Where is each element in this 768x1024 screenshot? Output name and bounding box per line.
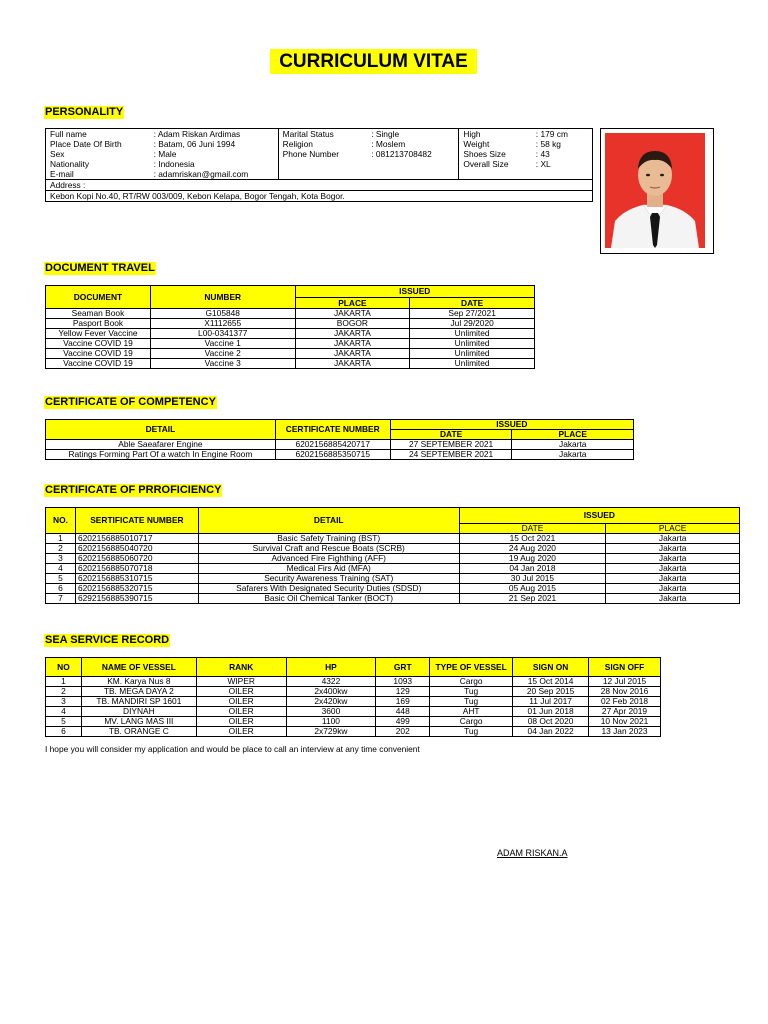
table-cell: Pasport Book <box>46 319 151 329</box>
page-title: CURRICULUM VITAE <box>270 49 477 74</box>
table-cell: Jakarta <box>606 584 740 594</box>
column-header: GRT <box>376 658 430 677</box>
table-cell: G105848 <box>150 309 295 319</box>
personal-row <box>46 159 593 169</box>
header-certificate-number: CERTIFICATE NUMBER <box>275 420 390 440</box>
table-cell: Vaccine 3 <box>150 359 295 369</box>
table-cell: Security Awareness Training (SAT) <box>198 574 459 584</box>
table-cell: 2x420kw <box>286 697 376 707</box>
table-cell: OILER <box>196 707 286 717</box>
column-header: HP <box>286 658 376 677</box>
table-cell: Vaccine COVID 19 <box>46 359 151 369</box>
table-cell: 4 <box>46 564 76 574</box>
table-cell: Yellow Fever Vaccine <box>46 329 151 339</box>
table-cell: JAKARTA <box>295 359 410 369</box>
table-cell: 15 Oct 2021 <box>459 534 606 544</box>
table-cell: KM. Karya Nus 8 <box>81 677 196 687</box>
table-cell: Unlimited <box>410 329 535 339</box>
table-cell: Sep 27/2021 <box>410 309 535 319</box>
table-cell: MV. LANG MAS III <box>81 717 196 727</box>
address-value: Kebon Kopi No.40, RT/RW 003/009, Kebon Kelapa, Bogor Tengah, Kota Bogor. <box>46 191 593 202</box>
table-cell: WIPER <box>196 677 286 687</box>
table-cell: 6202156885060720 <box>75 554 198 564</box>
table-cell: 6202156885040720 <box>75 544 198 554</box>
table-row <box>46 329 535 339</box>
table-cell: 20 Sep 2015 <box>513 687 589 697</box>
field-value <box>532 169 593 180</box>
table-cell: 04 Jan 2022 <box>513 727 589 737</box>
table-cell: Ratings Forming Part Of a watch In Engine Room <box>46 450 276 460</box>
table-cell: 28 Nov 2016 <box>589 687 661 697</box>
field-label: Phone Number <box>282 149 340 159</box>
table-cell: 499 <box>376 717 430 727</box>
header-document: DOCUMENT <box>46 286 151 309</box>
table-cell: 15 Oct 2014 <box>513 677 589 687</box>
header-date: DATE <box>459 524 606 534</box>
table-cell: TB. MANDIRI SP 1601 <box>81 697 196 707</box>
header-detail: DETAIL <box>198 508 459 534</box>
section-heading-competency: CERTIFICATE OF COMPETENCY <box>45 396 216 408</box>
field-label: Weight <box>463 139 490 149</box>
table-cell: 6202156885310715 <box>75 574 198 584</box>
field-label: Shoes Size <box>463 149 506 159</box>
table-cell: Safarers With Designated Security Duties (SDSD) <box>198 584 459 594</box>
table-cell: JAKARTA <box>295 309 410 319</box>
table-cell: DIYNAH <box>81 707 196 717</box>
address-row <box>46 191 593 202</box>
table-cell: Jakarta <box>606 534 740 544</box>
table-cell: 6 <box>46 584 76 594</box>
field-label: Religion <box>282 139 313 149</box>
table-row <box>46 697 661 707</box>
table-cell: Seaman Book <box>46 309 151 319</box>
table-cell: 30 Jul 2015 <box>459 574 606 584</box>
table-cell: 6292156885390715 <box>75 594 198 604</box>
table-cell: 1 <box>46 677 82 687</box>
column-header: NO <box>46 658 82 677</box>
table-cell: Vaccine 1 <box>150 339 295 349</box>
column-header: TYPE OF VESSEL <box>430 658 513 677</box>
table-cell: 12 Jul 2015 <box>589 677 661 687</box>
column-header: SIGN OFF <box>589 658 661 677</box>
table-cell: Medical Firs Aid (MFA) <box>198 564 459 574</box>
personal-row <box>46 139 593 149</box>
table-cell: 24 SEPTEMBER 2021 <box>390 450 512 460</box>
field-label: Sex <box>50 149 65 159</box>
section-heading-sea-service: SEA SERVICE RECORD <box>45 634 170 646</box>
table-cell: X1112655 <box>150 319 295 329</box>
column-header: NAME OF VESSEL <box>81 658 196 677</box>
table-cell: Jakarta <box>512 450 634 460</box>
table-row <box>46 707 661 717</box>
header-number: NUMBER <box>150 286 295 309</box>
table-cell: Unlimited <box>410 359 535 369</box>
table-cell: 27 SEPTEMBER 2021 <box>390 440 512 450</box>
table-cell: Able Saeafarer Engine <box>46 440 276 450</box>
header-issued: ISSUED <box>295 286 534 298</box>
field-value: : 43 <box>532 149 593 159</box>
header-place: PLACE <box>512 430 634 440</box>
table-cell: 13 Jan 2023 <box>589 727 661 737</box>
table-row <box>46 574 740 584</box>
table-row <box>46 584 740 594</box>
field-label <box>278 159 367 169</box>
table-row <box>46 359 535 369</box>
sea-service-table <box>45 657 661 737</box>
table-cell: 6202156885420717 <box>275 440 390 450</box>
header-place: PLACE <box>295 298 410 309</box>
table-cell: 169 <box>376 697 430 707</box>
field-label: Full name <box>50 128 87 139</box>
table-cell: 6202156885070718 <box>75 564 198 574</box>
table-cell: 24 Aug 2020 <box>459 544 606 554</box>
field-label: Overall Size <box>463 159 509 169</box>
table-row <box>46 440 634 450</box>
table-cell: JAKARTA <box>295 349 410 359</box>
table-cell: 2 <box>46 544 76 554</box>
field-label: Place Date Of Birth <box>50 139 122 149</box>
address-label: Address : <box>46 180 593 191</box>
table-cell: 3 <box>46 697 82 707</box>
table-cell: 129 <box>376 687 430 697</box>
header-issued: ISSUED <box>459 508 739 524</box>
table-cell: Cargo <box>430 717 513 727</box>
table-cell: Cargo <box>430 677 513 687</box>
field-label: E-mail <box>50 169 74 179</box>
field-value: : Single <box>367 129 459 140</box>
table-cell: Basic Safety Training (BST) <box>198 534 459 544</box>
table-cell: Jakarta <box>606 574 740 584</box>
table-row <box>46 544 740 554</box>
table-cell: 2x729kw <box>286 727 376 737</box>
table-cell: OILER <box>196 687 286 697</box>
table-cell: Tug <box>430 687 513 697</box>
table-cell: 05 Aug 2015 <box>459 584 606 594</box>
table-cell: 4 <box>46 707 82 717</box>
field-value: : Indonesia <box>150 159 279 169</box>
personal-row <box>46 169 593 180</box>
signature-name: ADAM RISKAN.A <box>497 848 568 858</box>
table-cell: Advanced Fire Fighthing (AFF) <box>198 554 459 564</box>
header-date: DATE <box>410 298 535 309</box>
header-no: NO. <box>46 508 76 534</box>
table-cell: 6 <box>46 727 82 737</box>
person-photo-icon <box>605 133 705 248</box>
table-cell: 2x400kw <box>286 687 376 697</box>
table-cell: 01 Jun 2018 <box>513 707 589 717</box>
table-cell: 08 Oct 2020 <box>513 717 589 727</box>
document-travel-table <box>45 285 535 369</box>
field-value <box>367 159 459 169</box>
field-value: : XL <box>532 159 593 169</box>
table-cell: Jakarta <box>606 544 740 554</box>
table-cell: 1093 <box>376 677 430 687</box>
table-cell: OILER <box>196 727 286 737</box>
field-value <box>367 169 459 180</box>
table-cell: 5 <box>46 717 82 727</box>
table-row <box>46 450 634 460</box>
table-cell: Vaccine 2 <box>150 349 295 359</box>
table-row <box>46 727 661 737</box>
field-value: : Male <box>150 149 279 159</box>
table-cell: 448 <box>376 707 430 717</box>
table-row <box>46 349 535 359</box>
table-cell: 27 Apr 2019 <box>589 707 661 717</box>
table-row <box>46 319 535 329</box>
table-cell: BOGOR <box>295 319 410 329</box>
header-sertificate-number: SERTIFICATE NUMBER <box>75 508 198 534</box>
proficiency-table <box>45 507 740 604</box>
table-cell: 3 <box>46 554 76 564</box>
header-place: PLACE <box>606 524 740 534</box>
table-row <box>46 564 740 574</box>
table-cell: 02 Feb 2018 <box>589 697 661 707</box>
table-cell: Tug <box>430 697 513 707</box>
table-cell: 202 <box>376 727 430 737</box>
table-row <box>46 554 740 564</box>
table-cell: OILER <box>196 697 286 707</box>
table-cell: Basic Oil Chemical Tanker (BOCT) <box>198 594 459 604</box>
table-cell: Vaccine COVID 19 <box>46 339 151 349</box>
table-cell: Survival Craft and Rescue Boats (SCRB) <box>198 544 459 554</box>
field-label: Marital Status <box>282 128 334 139</box>
table-cell: 6202156885010717 <box>75 534 198 544</box>
table-cell: Vaccine COVID 19 <box>46 349 151 359</box>
table-row <box>46 717 661 727</box>
table-cell: 21 Sep 2021 <box>459 594 606 604</box>
table-cell: 7 <box>46 594 76 604</box>
table-cell: 1 <box>46 534 76 544</box>
field-value: : 58 kg <box>532 139 593 149</box>
header-date: DATE <box>390 430 512 440</box>
field-value: : adamriskan@gmail.com <box>150 169 279 180</box>
personal-info-table <box>45 128 593 202</box>
table-cell: 2 <box>46 687 82 697</box>
table-row <box>46 309 535 319</box>
section-heading-personality: PERSONALITY <box>45 106 124 118</box>
table-cell: TB. ORANGE C <box>81 727 196 737</box>
table-cell: Unlimited <box>410 339 535 349</box>
table-cell: JAKARTA <box>295 339 410 349</box>
table-cell: 10 Nov 2021 <box>589 717 661 727</box>
table-row <box>46 594 740 604</box>
table-cell: 1100 <box>286 717 376 727</box>
field-value: : Moslem <box>367 139 459 149</box>
competency-table <box>45 419 634 460</box>
field-value: : Adam Riskan Ardimas <box>150 129 279 140</box>
field-value: : 081213708482 <box>367 149 459 159</box>
field-value: : 179 cm <box>532 129 593 140</box>
table-row <box>46 339 535 349</box>
table-cell: TB. MEGA DAYA 2 <box>81 687 196 697</box>
table-cell: Jakarta <box>606 564 740 574</box>
table-cell: L00-0341377 <box>150 329 295 339</box>
table-cell: JAKARTA <box>295 329 410 339</box>
table-cell: 19 Aug 2020 <box>459 554 606 564</box>
personal-row <box>46 129 593 140</box>
table-cell: Jakarta <box>606 594 740 604</box>
section-heading-proficiency: CERTIFICATE OF PRROFICIENCY <box>45 484 222 496</box>
table-row <box>46 677 661 687</box>
field-value: : Batam, 06 Juni 1994 <box>150 139 279 149</box>
profile-photo <box>600 128 714 254</box>
field-label: Nationality <box>50 159 90 169</box>
table-cell: AHT <box>430 707 513 717</box>
header-issued: ISSUED <box>390 420 633 430</box>
closing-statement: I hope you will consider my application and would be place to call an interview at any time convenient <box>45 744 420 754</box>
table-cell: 04 Jan 2018 <box>459 564 606 574</box>
field-label <box>278 169 367 180</box>
personal-row <box>46 149 593 159</box>
table-cell: 4322 <box>286 677 376 687</box>
column-header: RANK <box>196 658 286 677</box>
table-cell: Jakarta <box>512 440 634 450</box>
table-cell: 6202156885320715 <box>75 584 198 594</box>
table-cell: Jul 29/2020 <box>410 319 535 329</box>
table-cell: 6202156885350715 <box>275 450 390 460</box>
table-cell: Unlimited <box>410 349 535 359</box>
table-row <box>46 534 740 544</box>
table-cell: 11 Jul 2017 <box>513 697 589 707</box>
table-cell: 5 <box>46 574 76 584</box>
section-heading-document-travel: DOCUMENT TRAVEL <box>45 262 155 274</box>
table-cell: 3600 <box>286 707 376 717</box>
field-label <box>459 169 532 180</box>
table-cell: OILER <box>196 717 286 727</box>
table-cell: Jakarta <box>606 554 740 564</box>
table-row <box>46 687 661 697</box>
field-label: High <box>463 128 481 139</box>
address-row <box>46 180 593 191</box>
table-cell: Tug <box>430 727 513 737</box>
header-detail: DETAIL <box>46 420 276 440</box>
column-header: SIGN ON <box>513 658 589 677</box>
